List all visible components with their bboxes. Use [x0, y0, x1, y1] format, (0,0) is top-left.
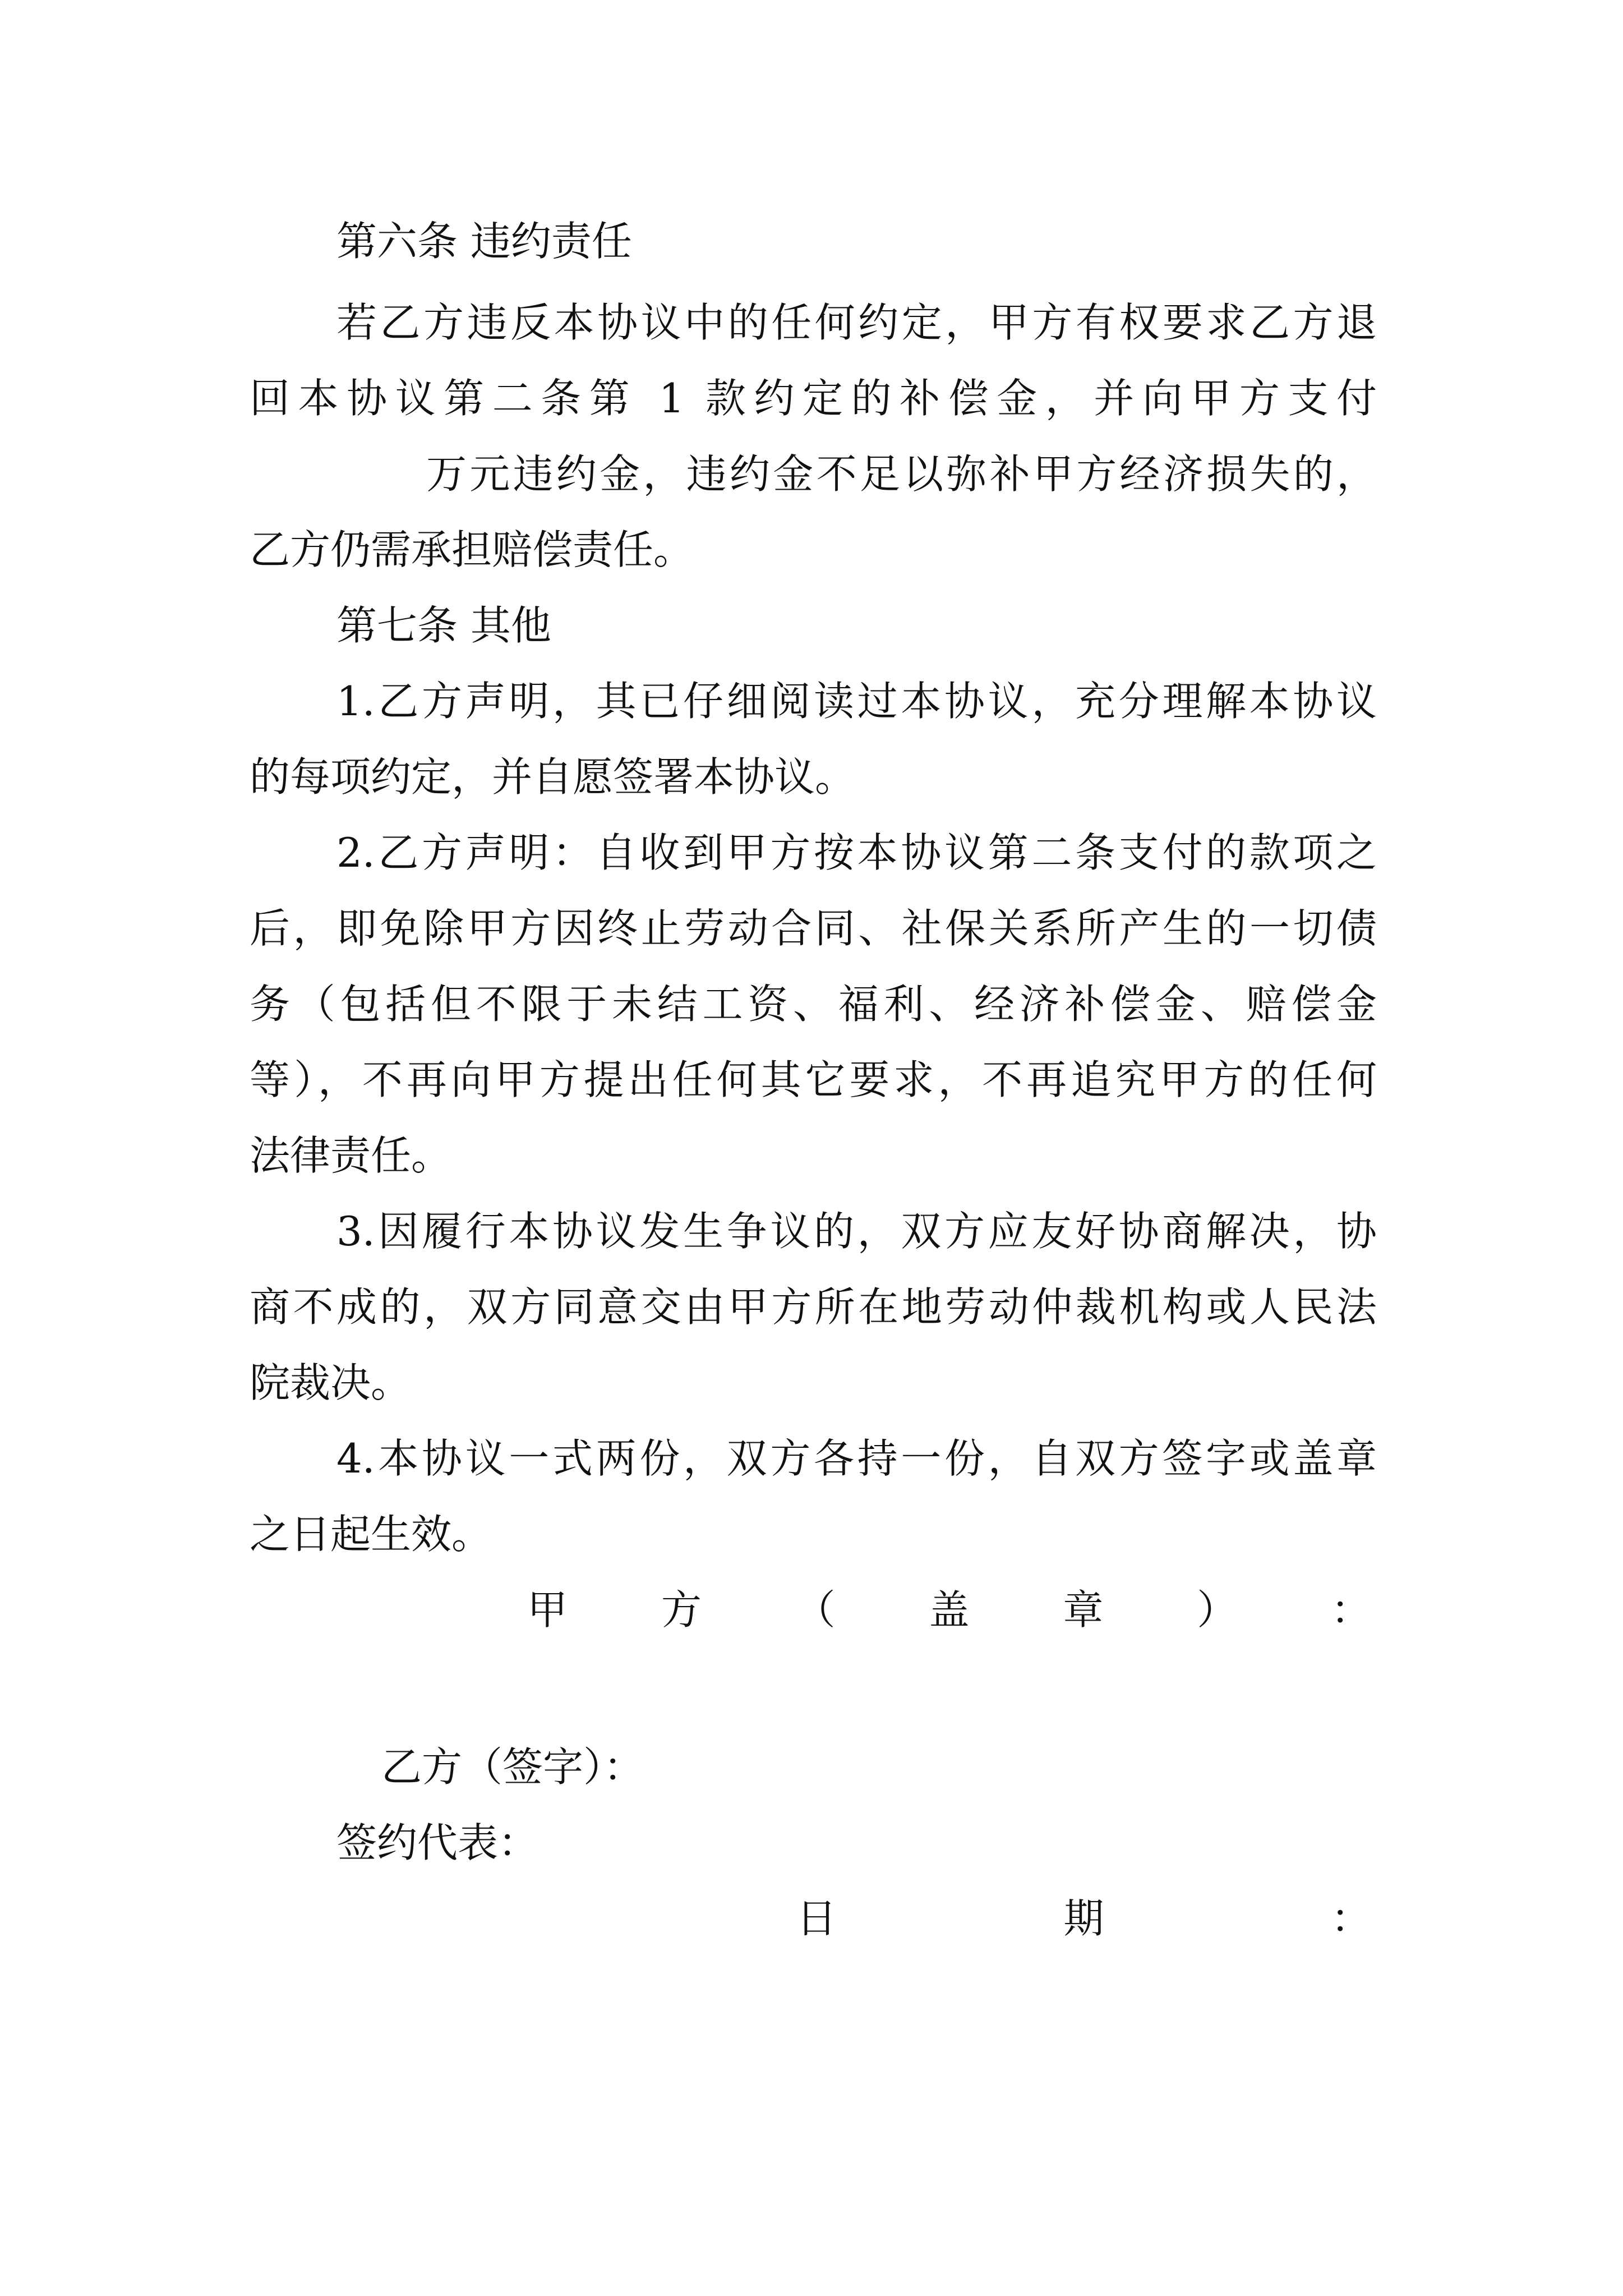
- clause4-line-2: 之日起生效。: [250, 1511, 492, 1558]
- clause1-line-1: 1.乙方声明，其已仔细阅读过本协议，充分理解本协议: [336, 678, 1377, 725]
- clause2-line-3: 务（包括但不限于未结工资、福利、经济补偿金、赔偿金: [250, 981, 1377, 1028]
- article6-line-4: 乙方仍需承担赔偿责任。: [250, 526, 694, 573]
- clause1-line-2: 的每项约定，并自愿签署本协议。: [250, 753, 856, 800]
- party-a-seal-line: [527, 1582, 1371, 1638]
- party-a-char-4: 盖: [929, 1586, 970, 1634]
- clause3-line-2: 商不成的，双方同意交由甲方所在地劳动仲裁机构或人民法: [250, 1283, 1377, 1331]
- clause2-line-5: 法律责任。: [250, 1132, 452, 1179]
- representative-label: 签约代表：: [336, 1819, 539, 1866]
- party-a-char-3: （: [795, 1586, 836, 1634]
- article6-line-2: 回本协议第二条第 1 款约定的补偿金，并向甲方支付: [250, 375, 1377, 422]
- clause2-line-4: 等），不再向甲方提出任何其它要求，不再追究甲方的任何: [250, 1056, 1377, 1103]
- article6-line-3: 万元违约金，违约金不足以弥补甲方经济损失的，: [426, 450, 1377, 498]
- article6-line-1: 若乙方违反本协议中的任何约定，甲方有权要求乙方退: [336, 299, 1377, 346]
- article7-heading: 第七条 其他: [336, 602, 551, 649]
- clause2-line-1: 2.乙方声明：自收到甲方按本协议第二条支付的款项之: [336, 829, 1377, 876]
- clause3-line-3: 院裁决。: [250, 1359, 412, 1406]
- party-b-signature-label: 乙方（签字）：: [381, 1743, 644, 1791]
- article6-heading: 第六条 违约责任: [336, 218, 632, 265]
- date-char-2: 期: [1063, 1895, 1104, 1942]
- date-char-3: ：: [1330, 1895, 1371, 1942]
- clause2-line-2: 后，即免除甲方因终止劳动合同、社保关系所产生的一切债: [250, 905, 1377, 952]
- party-a-char-6: ）: [1197, 1586, 1238, 1634]
- party-a-char-2: 方: [661, 1586, 702, 1634]
- date-char-1: 日: [796, 1895, 837, 1942]
- party-a-char-5: 章: [1063, 1586, 1104, 1634]
- clause4-line-1: 4.本协议一式两份，双方各持一份，自双方签字或盖章: [336, 1435, 1377, 1482]
- clause3-line-1: 3.因履行本协议发生争议的，双方应友好协商解决，协: [336, 1208, 1377, 1255]
- party-a-char-7: ：: [1330, 1586, 1371, 1634]
- party-a-char-1: 甲: [527, 1586, 568, 1634]
- date-line: [796, 1890, 1371, 1947]
